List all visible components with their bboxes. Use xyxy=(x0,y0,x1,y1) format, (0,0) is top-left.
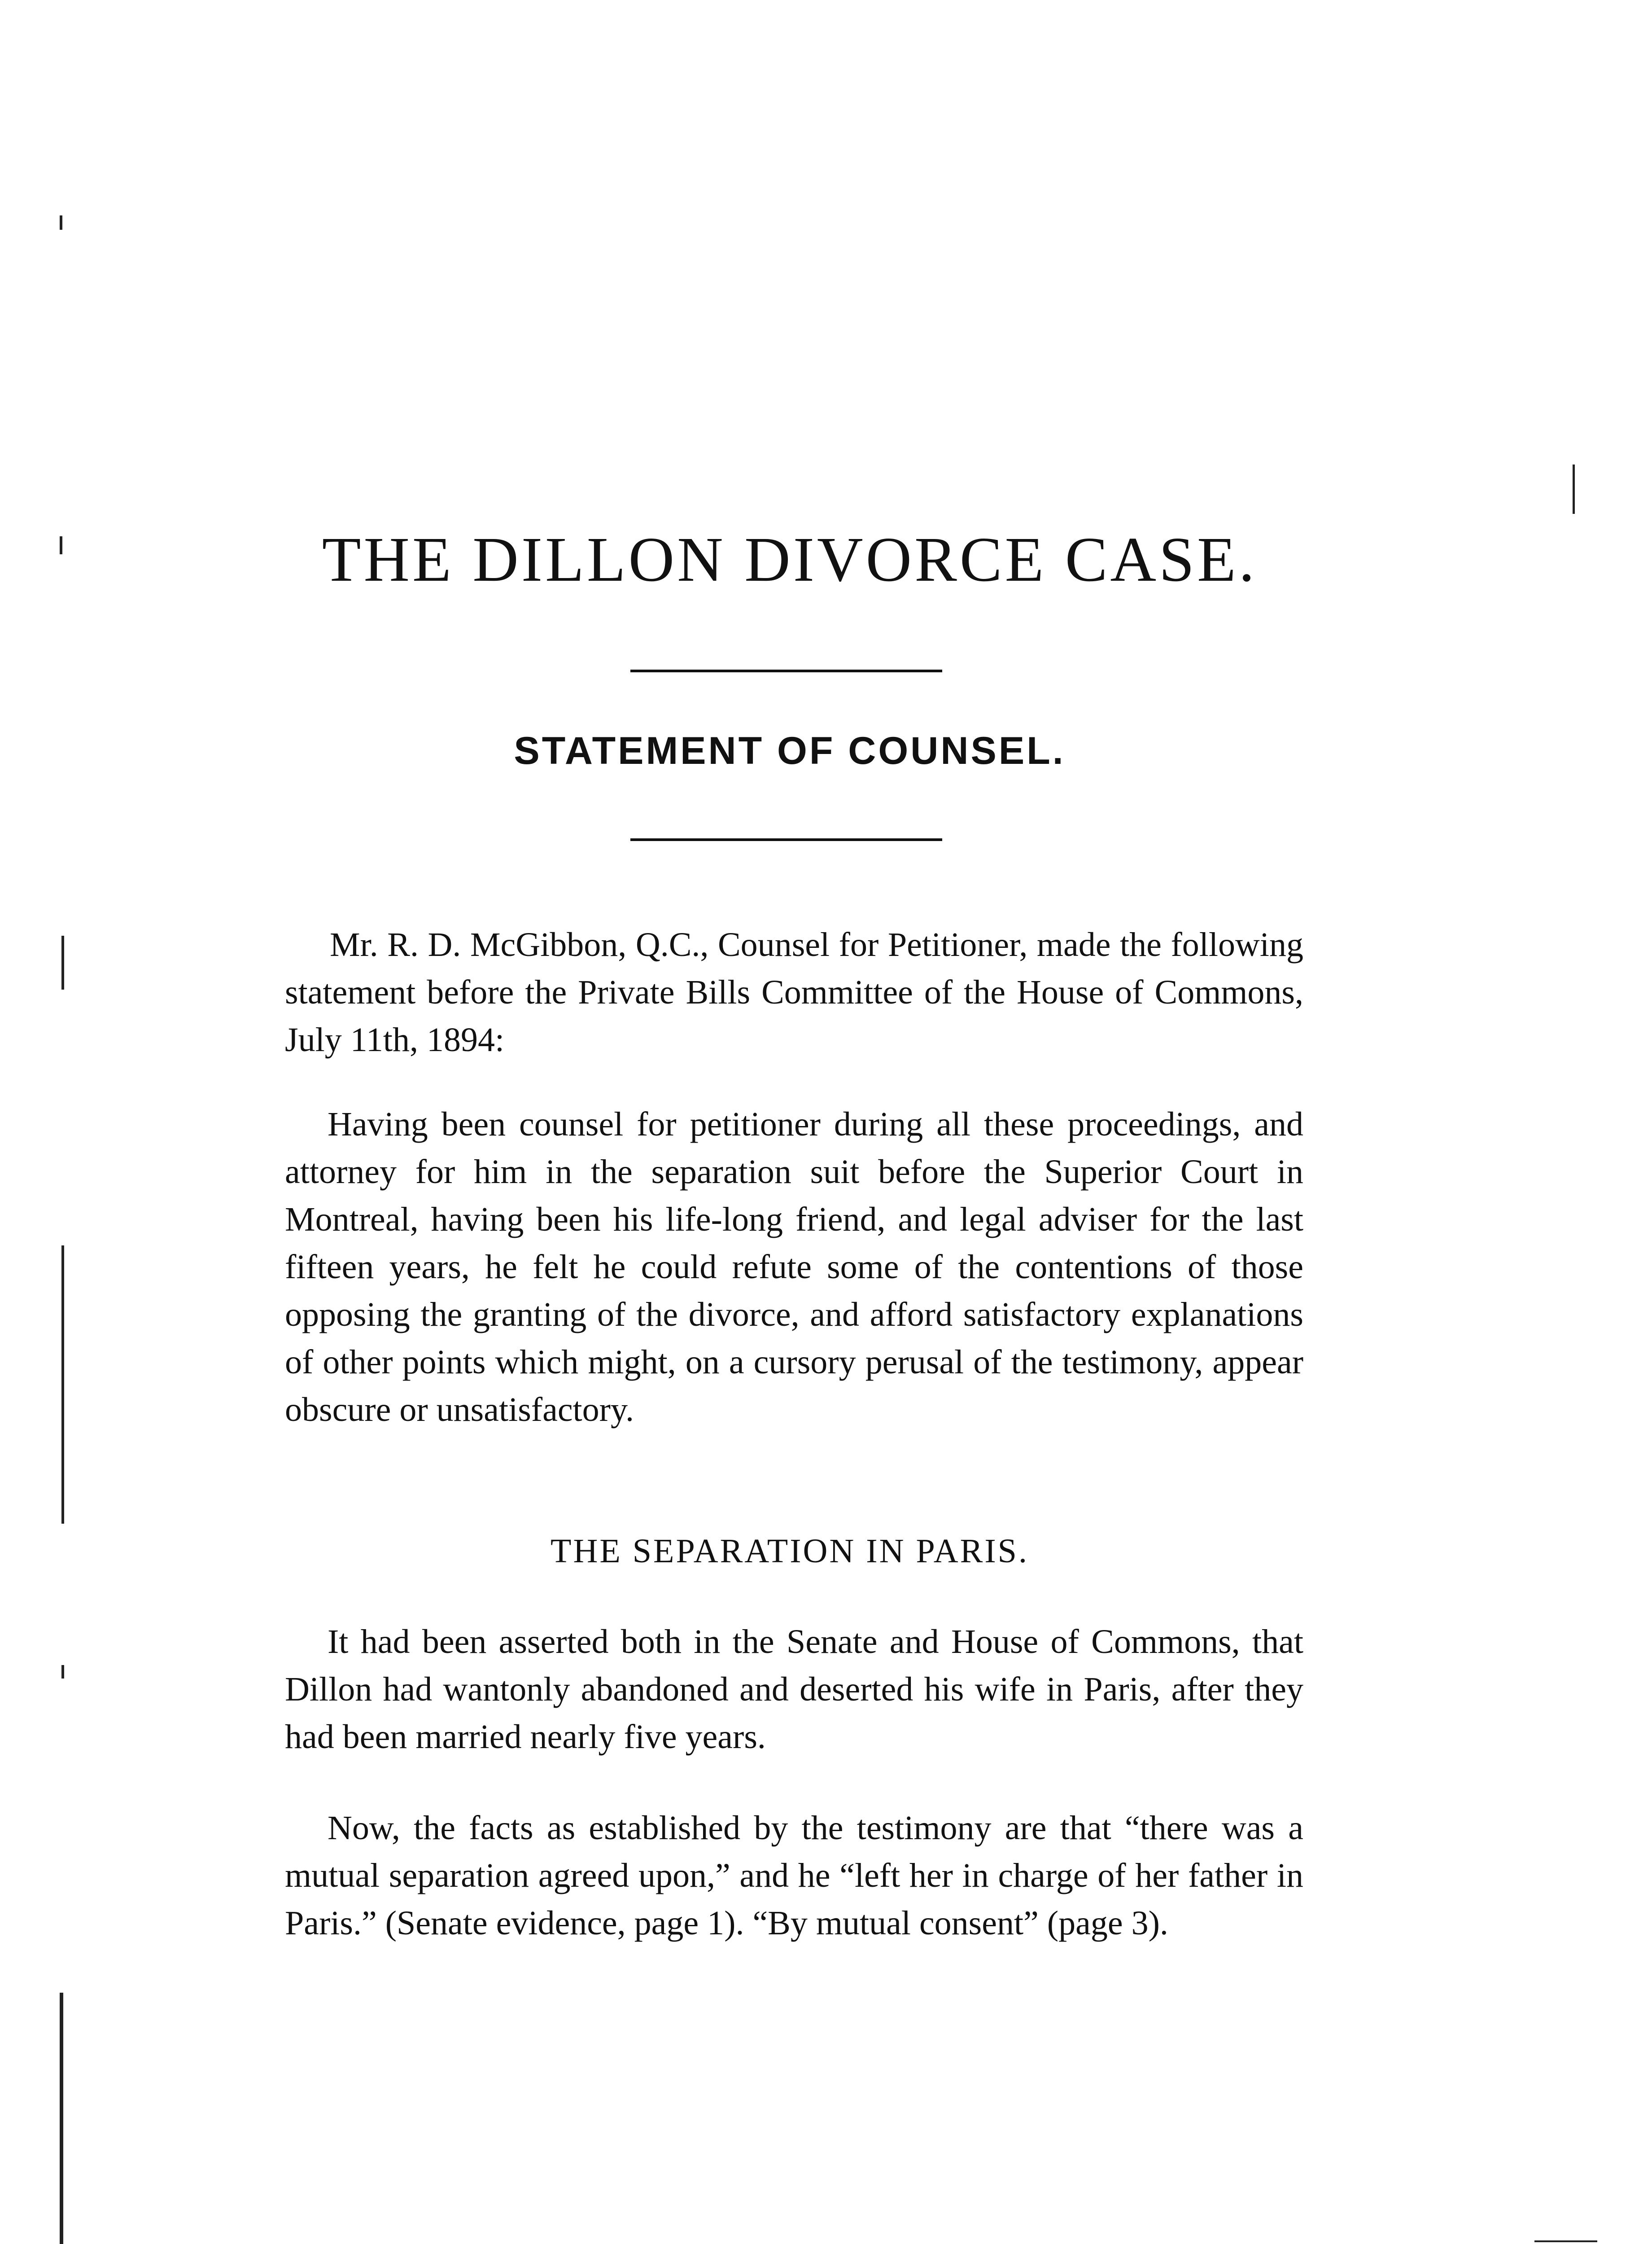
intro-paragraph: Mr. R. D. McGibbon, Q.C., Counsel for Petitioner, made the following statement before the Private Bills Committee of the House of Commons, July 11th, 1894: xyxy=(285,926,1303,1059)
body-paragraph-3: Now, the facts as established by the testimony are that “there was a mutual separation agreed upon,” and he “left her in charge of her father in Paris.” (Senate evidence, page 1). “By mutual consent” (page 3). xyxy=(285,1809,1303,1942)
scan-artifact xyxy=(61,1245,64,1340)
scan-artifact xyxy=(1534,2240,1597,2242)
body-paragraph-2: It had been asserted both in the Senate and House of Commons, that Dillon had wantonly abandoned and deserted his wife in Paris, after they had been married nearly five years. xyxy=(285,1623,1303,1756)
scan-artifact xyxy=(60,215,62,230)
subtitle-divider xyxy=(630,838,942,841)
scan-artifact xyxy=(61,936,64,990)
document-subtitle: STATEMENT OF COUNSEL. xyxy=(514,729,1066,772)
scan-artifact xyxy=(61,1340,64,1524)
scan-artifact xyxy=(60,1993,63,2244)
document-title: THE DILLON DIVORCE CASE. xyxy=(322,524,1258,595)
body-paragraph-1: Having been counsel for petitioner during all these proceedings, and attorney for him in the separation suit before the Superior Court in Montreal, having been his life-long friend, and legal adviser for the last fifteen years, he felt he could refute some of the contentions of those opposing the granting of the divorce, and afford satisfactory explanations of other points which might, on a cursory perusal of the testimony, appear obscure or unsatisfactory. xyxy=(285,1105,1303,1429)
title-divider xyxy=(630,670,942,672)
section-heading: THE SEPARATION IN PARIS. xyxy=(551,1532,1029,1570)
scan-artifact xyxy=(61,1665,64,1679)
scan-artifact xyxy=(1573,465,1575,514)
